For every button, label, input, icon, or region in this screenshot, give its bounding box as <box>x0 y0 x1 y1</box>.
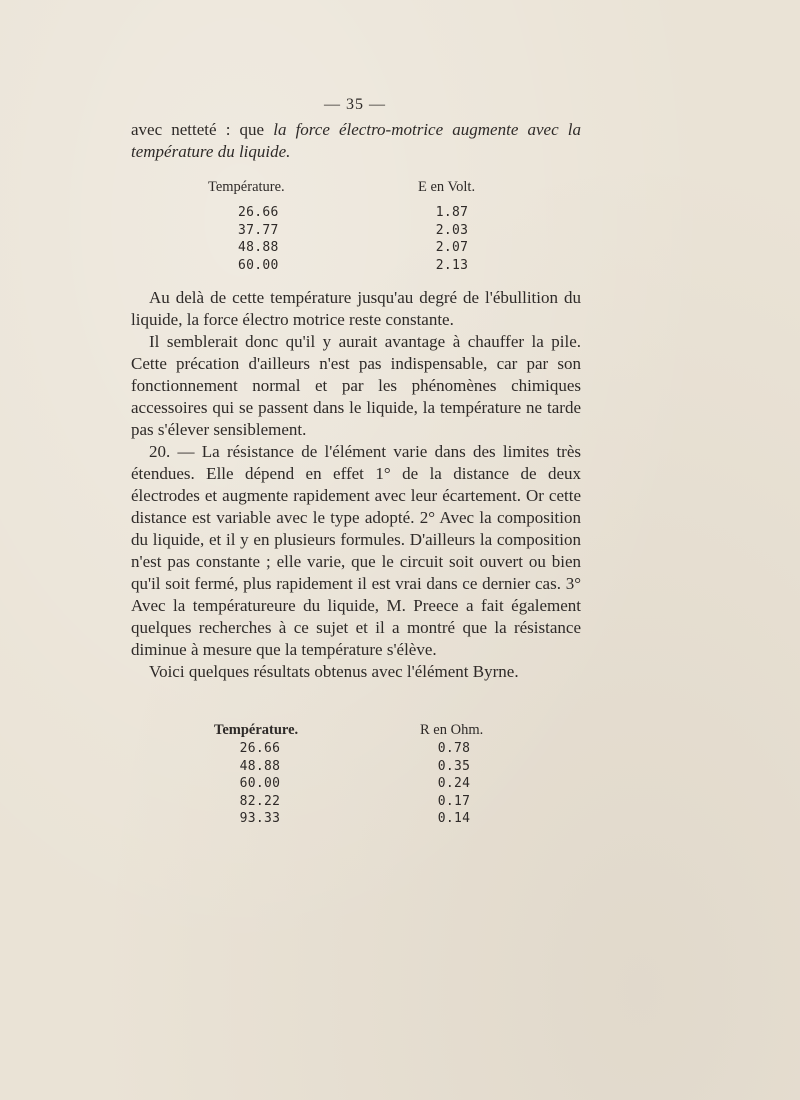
table-cell: 2.03 <box>435 222 469 238</box>
table-cell: 48.88 <box>238 240 279 255</box>
table-header-temperature: Température. <box>214 722 299 738</box>
table-cell: 26.66 <box>238 205 279 220</box>
table-header-volt: E en Volt. <box>418 179 476 195</box>
table-cell: 93.33 <box>239 811 281 826</box>
table-cell: 82.22 <box>239 793 281 809</box>
table-header-temperature: Température. <box>208 179 285 195</box>
paragraph: Voici quelques résultats obtenus avec l'élément Byrne. <box>149 662 519 681</box>
table-cell: 60.00 <box>239 776 281 791</box>
table-cell: 0.17 <box>437 793 471 809</box>
page-number: — 35 — <box>324 96 386 113</box>
table-cell: 48.88 <box>239 758 281 774</box>
table-cell: 0.35 <box>437 758 471 774</box>
ohm-column <box>436 740 472 828</box>
table-cell: 0.78 <box>437 741 471 756</box>
paragraph: 20. — La résistance de l'élément varie dans des limites très étendues. Elle dépend en effet 1° de la distance de deux électrodes et augmente rapidement avec leur écartement. Or cette distance est variable avec le type adopté. 2° Avec la composition du liquide, et il y en plusieurs formules. D'ailleurs la composition n'est pas constante ; elle varie, que le circuit soit ouvert ou bien qu'il soit fermé, plus rapidement il est vrai dans ce dernier cas. 3° Avec la températureure du liquide, M. Preece a fait également quelques recherches à ce sujet et il a montré que la résistance diminue à mesure que la température s'élève. <box>131 442 581 659</box>
table-cell: 26.66 <box>239 741 281 756</box>
temperature-column <box>238 740 282 828</box>
intro-italic-text: la force électro-motrice augmente avec la température du liquide. <box>131 120 581 161</box>
table-header-ohm: R en Ohm. <box>420 722 484 738</box>
paragraph: Au delà de cette température jusqu'au degré de l'ébullition du liquide, la force électro motrice reste constante. <box>131 288 581 329</box>
paragraph: Il semblerait donc qu'il y aurait avantage à chauffer la pile. Cette précation d'ailleurs n'est pas indispensable, car par son fonctionnement normal et par les phénomènes chimiques accessoires qui se passent dans le liquide, la température ne tarde pas s'élever sensiblement. <box>131 332 581 439</box>
table-cell: 60.00 <box>238 257 279 273</box>
table-cell: 1.87 <box>435 205 469 220</box>
intro-text: avec netteté : que <box>131 120 274 139</box>
table-cell: 0.24 <box>437 776 471 791</box>
table-cell: 0.14 <box>437 811 471 826</box>
table-cell: 2.13 <box>435 257 469 273</box>
table-cell: 2.07 <box>435 240 469 255</box>
table-cell: 37.77 <box>238 222 279 238</box>
